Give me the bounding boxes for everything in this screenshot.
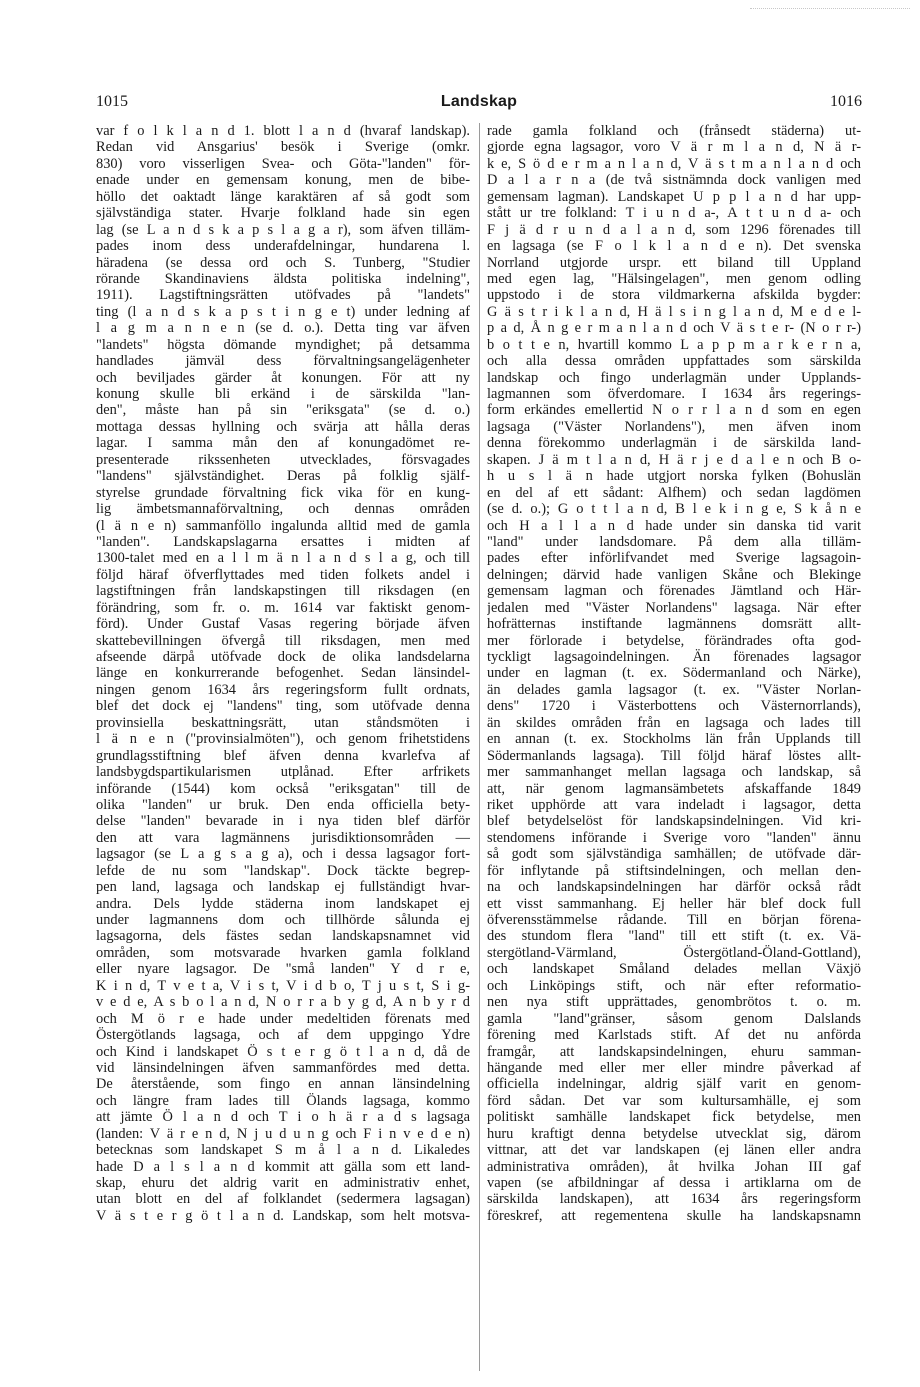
- text-line: rade gamla folkland och (frånsedt städerna) ut-: [487, 123, 861, 139]
- text-line: enade under en gemensam konung, men de bibe-: [96, 172, 470, 189]
- text-line: dens" 1720 i Västerbottens och Västernorrlands),: [487, 698, 861, 715]
- text-line: gemensam lagman). Landskapet U p p l a n d har upp-: [487, 188, 861, 205]
- text-line: rörande Skandinaviens äldsta politiska indelning",: [96, 270, 470, 287]
- text-line: lagmannen som öfverdomare. I 1634 års regerings-: [487, 386, 861, 402]
- text-line: var f o l k l a n d 1. blott l a n d (hvaraf landskap).: [96, 123, 470, 139]
- text-line: förd). Under Gustaf Vasas regering började äfven: [96, 616, 470, 633]
- text-line: Norrland utgjorde urspr. ett biland till Uppland: [487, 254, 861, 271]
- text-line: skattebevillningen öfvergå till riksdagen, men med: [96, 632, 470, 649]
- text-line: gemensam lagman och förenades Jämtland och Här-: [487, 583, 861, 600]
- text-line: k e, S ö d e r m a n l a n d, V ä s t m a n l a n d och: [487, 155, 861, 172]
- text-line: presenterade rikssenheten utvecklades, försvagades: [96, 451, 470, 468]
- text-line: lag (se L a n d s k a p s l a g a r), som äfven tilläm-: [96, 221, 470, 238]
- text-line: tyckligt lagsagoindelningen. Än förenades lagsagor: [487, 649, 861, 665]
- text-line: (se d. o.); G o t t l a n d, B l e k i n g e, S k å n e: [487, 501, 861, 518]
- text-line: "landen". Landskapslagarna ersattes i midten af: [96, 533, 470, 550]
- column-divider: [479, 123, 480, 1371]
- text-line: grundlagsstiftning blef äfven denna kvarlefva af: [96, 747, 470, 764]
- text-line: förening med Karlstads stift. Af det nu anförda: [487, 1027, 861, 1044]
- text-line: des stundom flera "land" till ett stift (t. ex. Vä-: [487, 928, 861, 945]
- text-line: eller nyare lagsagor. De "små landen" Y d r e,: [96, 961, 470, 978]
- text-line: häradena (se dessa ord och S. Tunberg, "Studier: [96, 254, 470, 271]
- text-line: denna förekommo underlagmän i de särskilda land-: [487, 435, 861, 452]
- text-line: 1300-talet med en a l l m ä n l a n d s l a g, och till: [96, 550, 470, 567]
- text-line: mer sammanhanget mellan lagsaga och landskap, så: [487, 764, 861, 781]
- text-line: för inflytande på stiftsindelningen, och mellan den-: [487, 862, 861, 879]
- text-line: och längre fram lades till Ölands lagsaga, kommo: [96, 1092, 470, 1109]
- text-line: De återstående, som fingo en annan länsindelning: [96, 1076, 470, 1093]
- text-line: G ä s t r i k l a n d, H ä l s i n g l a n d, M e d e l-: [487, 303, 861, 320]
- text-line: framgår, att landskapsindelningen, ehuru samman-: [487, 1043, 861, 1060]
- text-line: och landskapet Småland delades mellan Växjö: [487, 961, 861, 978]
- text-line: D a l a r n a (de två sistnämnda dock vanligen med: [487, 172, 861, 189]
- text-line: "landets" högsta dömande myndighet; på detsamma: [96, 336, 470, 353]
- text-line: delse "landen" bevarade in i nya tiden blef därför: [96, 813, 470, 830]
- text-line: V ä s t e r g ö t l a n d. Landskap, som helt motsva-: [96, 1207, 470, 1224]
- text-line: pen land, lagsaga och landskap ej fullständigt hvar-: [96, 879, 470, 896]
- text-line: lagar. I samma mån den af konungadömet re-: [96, 435, 470, 452]
- text-line: öfverensstämmelse rådande. Till en början förena-: [487, 912, 861, 928]
- text-line: under lagmannens dom och tillhörde sålunda ej: [96, 912, 470, 928]
- scan-edge-marks: [750, 8, 910, 9]
- text-line: olika "landen" ur bruk. Den enda officiella bety-: [96, 796, 470, 813]
- text-line: utan blott en del af folklandet (sedermera lagsagan): [96, 1191, 470, 1208]
- text-line: ningen genom 1634 års regeringsform fullt ordnats,: [96, 681, 470, 698]
- text-line: l ä n e n ("provinsialmöten"), och genom frihetstidens: [96, 731, 470, 748]
- text-line: provinsiella beskattningsrätt, utan ståndsmöten i: [96, 714, 470, 731]
- text-line: och M ö r e hade under medeltiden förenats med: [96, 1010, 470, 1027]
- text-line: lagstiftningen från landskapstingen till riksdagen (en: [96, 583, 470, 600]
- page-number-left: 1015: [96, 93, 128, 110]
- text-line: b o t t e n, hvartill kommo L a p p m a r k e r n a,: [487, 336, 861, 353]
- text-line: så godt som självständiga samhällen; de utöfvade där-: [487, 846, 861, 863]
- text-line: nen nya stift upprättades, genombrötos t. o. m.: [487, 994, 861, 1011]
- text-line: att, när genom lagmansämbetets afskaffande 1849: [487, 780, 861, 797]
- text-line: na och landskapsindelningen har därför också rådt: [487, 879, 861, 896]
- text-line: särskilda landskapen), att 1634 års regeringsform: [487, 1191, 861, 1208]
- text-line: lig ämbetsmannaförvaltning, och dennas områden: [96, 501, 470, 518]
- text-line: blef det dock ej "landens" ting, som utöfvade denna: [96, 698, 470, 715]
- text-line: lefde de nu som "landskap". Dock täckte begrep-: [96, 862, 470, 879]
- text-line: och Kind i landskapet Ö s t e r g ö t l a n d, då de: [96, 1043, 470, 1060]
- text-line: konung skulle bli erkänd i de särskilda "lan-: [96, 386, 470, 402]
- text-line: en lagsaga (se F o l k l a n d e n). Det svenska: [487, 238, 861, 255]
- text-line: politiskt samhälle landskapet fick betydelse, men: [487, 1109, 861, 1126]
- text-line: huru kraftigt denna betydelse utvecklat sig, därom: [487, 1125, 861, 1142]
- text-line: afseende därpå utöfvade dock de olika landsdelarna: [96, 649, 470, 665]
- text-line: och H a l l a n d hade under sin danska tid varit: [487, 517, 861, 534]
- text-line: h u s l ä n hade utgjort norska fylken (Bohuslän: [487, 468, 861, 485]
- text-line: än delades gamla lagsagor (t. ex. "Väster Norlan-: [487, 681, 861, 698]
- text-line: förändring, som fr. o. m. 1614 var faktiskt genom-: [96, 599, 470, 616]
- text-line: den att vara lagmännens jurisdiktionsområden —: [96, 829, 470, 846]
- text-line: gamla "land"gränser, såsom genom Dalslands: [487, 1010, 861, 1027]
- text-line: vid länsindelningen äfven sammanfördes med detta.: [96, 1059, 470, 1076]
- page-header: [96, 90, 862, 114]
- running-head-title: Landskap: [440, 93, 518, 110]
- text-line: 1911). Lagstiftningsrätten utöfvades på "landets": [96, 287, 470, 304]
- text-line: (l ä n e n) sammanföllo ingalunda alltid med de gamla: [96, 517, 470, 534]
- text-line: lagsagor (se L a g s a g a), och i dessa lagsagor fort-: [96, 846, 470, 863]
- text-line: blef betydelselöst för landskapsindelningen. Vid kri-: [487, 813, 861, 830]
- text-line: den", måste han på sin "eriksgata" (se d. o.): [96, 402, 470, 419]
- text-line: 830) voro visserligen Svea- och Göta-"landen" för-: [96, 155, 470, 172]
- text-line: Redan vid Ansgarius' besök i Sverige (omkr.: [96, 139, 470, 156]
- text-line: länge en konkurrerande befogenhet. Sedan länsindel-: [96, 665, 470, 682]
- text-line: v e d e, A s b o l a n d, N o r r a b y g d, A n b y r d: [96, 994, 470, 1011]
- right-text-column: [487, 123, 861, 1373]
- text-line: form erkändes emellertid N o r r l a n d som en egen: [487, 402, 861, 419]
- text-line: ett visst sammanhang. Ej heller här blef dock full: [487, 895, 861, 912]
- text-line: betecknas som landskapet S m å l a n d. Likaledes: [96, 1142, 470, 1159]
- text-line: att jämte Ö l a n d och T i o h ä r a d s lagsaga: [96, 1109, 470, 1126]
- text-line: med egen lag, "Hälsingelagen", men genom odling: [487, 270, 861, 287]
- text-line: stergötland-Värmland, Östergötland-Öland-Gottland),: [487, 944, 861, 961]
- page-number-right: 1016: [829, 93, 862, 110]
- text-line: andra. Dels lydde städerna inom landskapet ej: [96, 895, 470, 912]
- text-line: officiella indelningar, aldrig själf varit en genom-: [487, 1076, 861, 1093]
- text-line: förd sådan. Det var som kultursamhälle, ej som: [487, 1092, 861, 1109]
- text-line: och beviljades gärder åt konungen. För att ny: [96, 369, 470, 386]
- text-line: uppstodo i de stora vildmarkerna afskilda bygder:: [487, 287, 861, 304]
- text-line: följd häraf öfverflyttades med tiden folkets andel i: [96, 566, 470, 583]
- text-line: landskap och fingo underlagmän under Upplands-: [487, 369, 861, 386]
- text-line: Södermanlands lagsaga). Till följd häraf löstes allt-: [487, 747, 861, 764]
- text-line: under en lagman (t. ex. Södermanland och Närke),: [487, 665, 861, 682]
- text-line: införande (1544) kom också "eriksgatan" till de: [96, 780, 470, 797]
- text-line: mer förlorade i betydelse, förändrades ofta god-: [487, 632, 861, 649]
- text-line: F j ä d r u n d a l a n d, som 1296 förenades till: [487, 221, 861, 238]
- text-line: en del af ett sådant: Alfhem) och sedan lagdömen: [487, 484, 861, 501]
- text-line: skapen. J ä m t l a n d, H ä r j e d a l e n och B o-: [487, 451, 861, 468]
- text-line: områden, som motsvarade hvarken gamla folkland: [96, 944, 470, 961]
- text-line: pades efter införlifvandet med Sverige lagsagoin-: [487, 550, 861, 567]
- text-line: vapen (se afbildningar af dessa i artiklarna om de: [487, 1175, 861, 1191]
- left-text-column: [96, 123, 470, 1373]
- text-line: K i n d, T v e t a, V i s t, V i d b o, T j u s t, S i g-: [96, 977, 470, 994]
- text-line: och Linköpings stift, och när efter reformatio-: [487, 977, 861, 994]
- text-line: skap, ehuru det aldrig varit en administrativ enhet,: [96, 1175, 470, 1191]
- text-line: lagsaga ("Väster Norlandens"), men äfven inom: [487, 418, 861, 435]
- text-line: vittnar, att det var landskapen (ej länen eller andra: [487, 1142, 861, 1159]
- text-line: Östergötlands lagsaga, och af dem uppgingo Ydre: [96, 1027, 470, 1044]
- text-line: än skildes områden från en lagsaga och lades till: [487, 714, 861, 731]
- text-line: stått ur tre folkland: T i u n d a-, A t t u n d a- och: [487, 205, 861, 222]
- text-line: "land" under landsdomare. På dem alla tilläm-: [487, 533, 861, 550]
- text-line: administrativa områden), åt hvilka Johan III gaf: [487, 1158, 861, 1175]
- text-line: handlades jämväl dess förvaltningsangelägenheter: [96, 353, 470, 370]
- text-line: mottaga dessas hyllning och svärja att hålla deras: [96, 418, 470, 435]
- text-line: föreskref, att regementena skulle ha landskapsnamn: [487, 1207, 861, 1224]
- text-line: självständiga stater. Hvarje folkland hade sin egen: [96, 205, 470, 222]
- text-line: styrelse grundade förvaltning fick vika för en kung-: [96, 484, 470, 501]
- text-line: riket upphörde att vara indeladt i lagsagor, detta: [487, 796, 861, 813]
- text-line: delningen; därvid hade vanligen Skåne och Blekinge: [487, 566, 861, 583]
- text-line: pades inom dess underafdelningar, hundarena l.: [96, 238, 470, 255]
- text-line: stendomens införande i Sverige voro "landen" ännu: [487, 829, 861, 846]
- text-line: lagsagorna, dels fästes sedan landskapsnamnet vid: [96, 928, 470, 945]
- text-line: landsbygdspartikularismen utplånad. Efter arfrikets: [96, 764, 470, 781]
- text-line: gjorde egna lagsagor, voro V ä r m l a n d, N ä r-: [487, 139, 861, 156]
- text-line: ting (l a n d s k a p s t i n g e t) under ledning af: [96, 303, 470, 320]
- text-line: hängande med eller mer eller mindre påverkad af: [487, 1059, 861, 1076]
- text-line: p a d, Å n g e r m a n l a n d och V ä s t e r- (N o r r-): [487, 320, 861, 337]
- text-line: (landen: V ä r e n d, N j u d u n g och F i n v e d e n): [96, 1125, 470, 1142]
- text-line: "landens" självständighet. Deras på folklig själf-: [96, 468, 470, 485]
- text-line: l a g m a n n e n (se d. o.). Detta ting var äfven: [96, 320, 470, 337]
- text-line: hofrätternas instiftande lagmännens domsrätt allt-: [487, 616, 861, 633]
- text-line: jedalen med "Väster Norlandens" lagsaga. När efter: [487, 599, 861, 616]
- text-line: en annan (t. ex. Stockholms län från Upplands till: [487, 731, 861, 748]
- text-line: hade D a l s l a n d kommit att gälla som ett land-: [96, 1158, 470, 1175]
- text-line: höllo det oaktadt länge karaktären af så godt som: [96, 188, 470, 205]
- text-line: och alla dessa områden uppfattades som särskilda: [487, 353, 861, 370]
